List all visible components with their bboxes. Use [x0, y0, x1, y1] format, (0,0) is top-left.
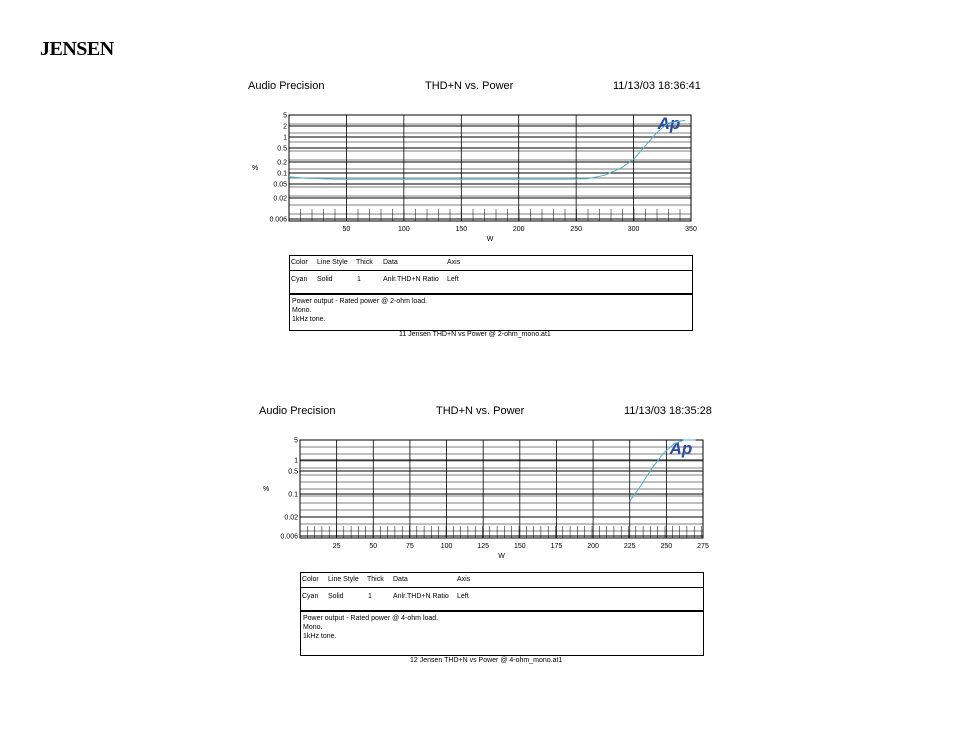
x-tick-label: 150	[455, 226, 468, 233]
legend-note: Power output - Rated power @ 4-ohm load.	[303, 615, 439, 622]
ap-logo: Ap	[669, 439, 693, 458]
legend-header-linestyle: Line Style	[328, 576, 359, 583]
y-tick-label: 0.006	[280, 533, 298, 541]
legend-note: 1kHz tone.	[303, 633, 337, 640]
legend-header-data: Data	[393, 576, 408, 583]
legend-color: Cyan	[291, 276, 308, 283]
legend-color: Cyan	[302, 593, 319, 600]
x-axis-label: W	[498, 553, 505, 560]
legend-note: Mono.	[303, 624, 323, 631]
legend-notes	[303, 614, 438, 641]
legend-axis: Left	[447, 276, 459, 283]
series-line	[289, 120, 685, 179]
legend-header-axis: Axis	[447, 259, 461, 266]
y-tick-label: 0.05	[273, 181, 287, 189]
x-tick-label: 275	[697, 543, 709, 550]
legend-axis: Left	[457, 593, 469, 600]
legend-header-color: Color	[302, 576, 319, 583]
legend-note: Mono.	[292, 307, 312, 314]
x-tick-label: 100	[440, 543, 453, 550]
y-tick-label: 0.2	[277, 159, 287, 167]
legend-thick: 1	[368, 593, 372, 600]
legend-header-data: Data	[383, 259, 398, 266]
x-tick-label: 150	[513, 543, 526, 550]
y-tick-label: 2	[283, 123, 287, 131]
chart2-header-right: 11/13/03 18:35:28	[624, 405, 712, 417]
x-tick-label: 175	[550, 543, 563, 550]
y-tick-label: 1	[294, 457, 298, 465]
x-tick-label: 350	[685, 226, 697, 233]
x-tick-label: 100	[398, 226, 410, 233]
x-tick-label: 50	[342, 226, 351, 233]
y-tick-label: 0.02	[273, 195, 287, 203]
chart1-caption: 11 Jensen THD+N vs Power @ 2-ohm_mono.at1	[399, 331, 551, 338]
x-tick-label: 75	[406, 543, 414, 550]
y-tick-label: 0.5	[288, 468, 298, 476]
x-tick-label: 300	[627, 226, 640, 233]
legend-header-thick: Thick	[367, 576, 384, 583]
chart1-header-center: THD+N vs. Power	[425, 80, 514, 92]
y-tick-label: 1	[283, 134, 287, 142]
legend-separator	[290, 270, 692, 271]
brand-logo: JENSEN	[40, 38, 114, 60]
x-tick-label: 125	[477, 543, 490, 550]
legend-data: Anlr.THD+N Ratio	[383, 276, 439, 283]
y-tick-label: 0.1	[277, 170, 287, 178]
y-tick-label: 0.1	[288, 491, 298, 499]
chart1-header-right: 11/13/03 18:36:41	[613, 80, 701, 92]
y-tick-label: 0.006	[269, 216, 287, 224]
chart1-header-left: Audio Precision	[248, 80, 325, 92]
ap-logo: Ap	[657, 114, 681, 133]
x-tick-label: 250	[660, 543, 673, 550]
chart2-header-left: Audio Precision	[259, 405, 336, 417]
legend-header-linestyle: Line Style	[317, 259, 348, 266]
legend-header-color: Color	[291, 259, 308, 266]
legend-note: Power output - Rated power @ 2-ohm load.	[292, 298, 428, 305]
y-tick-label: 0.5	[277, 145, 287, 153]
legend-separator-thick	[301, 610, 703, 612]
x-tick-label: 225	[623, 543, 636, 550]
chart2-caption: 12 Jensen THD+N vs Power @ 4-ohm_mono.at1	[410, 657, 563, 664]
x-tick-label: 25	[332, 543, 341, 550]
y-tick-label: 5	[283, 112, 287, 120]
legend-data: Anlr.THD+N Ratio	[393, 593, 449, 600]
y-tick-label: 0.02	[284, 514, 298, 522]
y-axis-label: %	[252, 165, 259, 172]
legend-separator	[301, 587, 703, 588]
legend-header-thick: Thick	[356, 259, 373, 266]
chart-thd-4ohm	[263, 438, 709, 561]
x-tick-label: 200	[512, 226, 525, 233]
legend-header-axis: Axis	[457, 576, 471, 583]
chart2-legend	[300, 572, 704, 656]
legend-separator-thick	[290, 293, 692, 295]
chart-thd-2ohm	[252, 113, 697, 244]
legend-notes	[292, 297, 427, 324]
legend-note: 1kHz tone.	[292, 316, 326, 323]
legend-thick: 1	[357, 276, 361, 283]
chart2-header-center: THD+N vs. Power	[436, 405, 525, 417]
legend-linestyle: Solid	[317, 276, 333, 283]
x-axis-label: W	[486, 236, 494, 243]
chart1-legend	[289, 255, 693, 331]
x-tick-label: 250	[570, 226, 582, 233]
y-axis-label: %	[263, 486, 270, 493]
x-tick-label: 50	[369, 543, 378, 550]
x-tick-label: 200	[587, 543, 599, 550]
y-tick-label: 5	[294, 437, 298, 445]
legend-linestyle: Solid	[328, 593, 344, 600]
